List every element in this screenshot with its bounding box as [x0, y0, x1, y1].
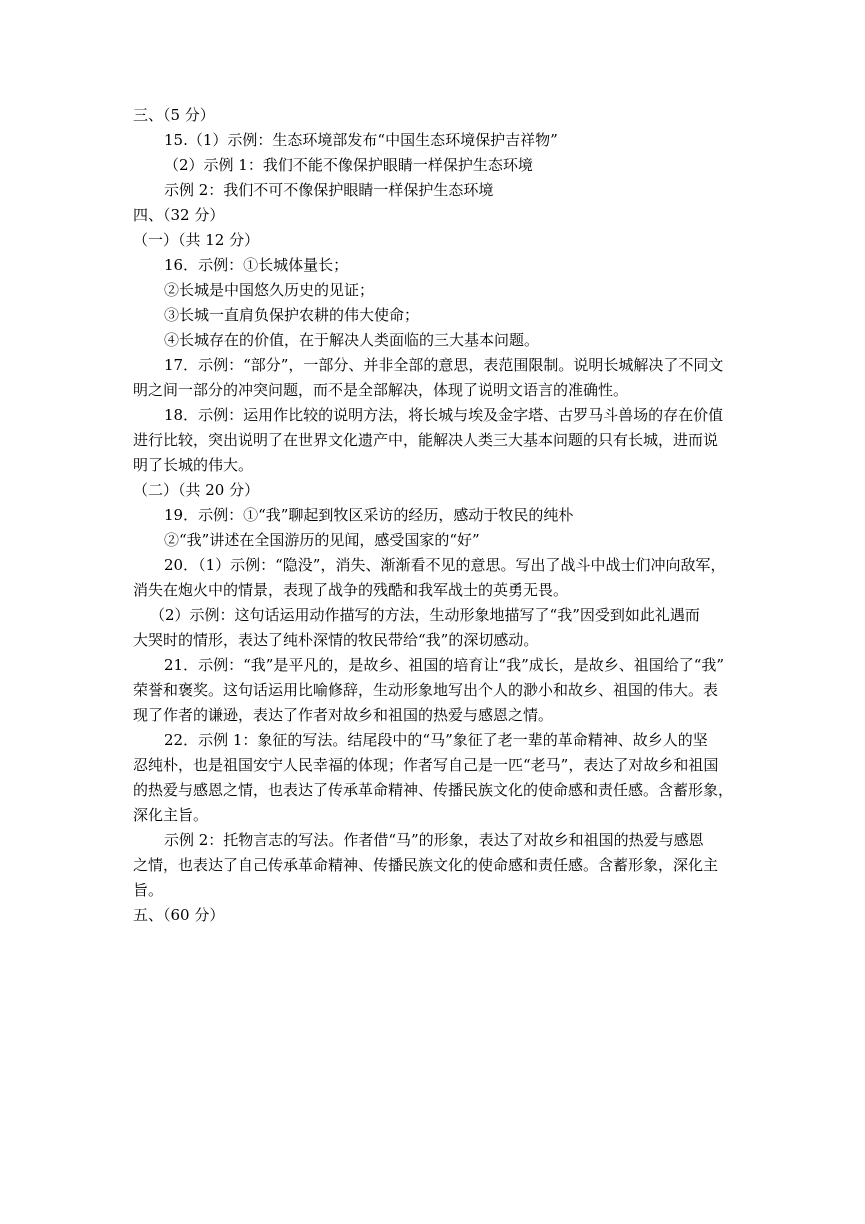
subsection-2-heading: （二）（共 20 分）: [133, 481, 260, 499]
section-3-heading: 三、（5 分）: [133, 106, 215, 124]
answer-20-part-2-line-1: （2）示例：这句话运用动作描写的方法，生动形象地描写了“我”因受到如此礼遇而: [150, 606, 700, 624]
answer-15-part-1: 15.（1）示例：生态环境部发布“中国生态环境保护吉祥物”: [164, 131, 558, 149]
answer-16-line-4: ④长城存在的价值，在于解决人类面临的三大基本问题。: [164, 331, 540, 349]
answer-19-line-1: 19．示例：①“我”聊起到牧区采访的经历，感动于牧民的纯朴: [164, 506, 574, 524]
section-5-heading: 五、（60 分）: [133, 906, 225, 924]
answer-20-part-2-line-2: 大哭时的情形，表达了纯朴深情的牧民带给“我”的深切感动。: [133, 631, 539, 649]
answer-19-line-2: ②“我”讲述在全国游历的见闻，感受国家的“好”: [164, 531, 480, 549]
answer-22-example-1-line-1: 22．示例 1：象征的写法。结尾段中的“马”象征了老一辈的革命精神、故乡人的坚: [164, 731, 708, 749]
answer-22-example-1-line-4: 深化主旨。: [133, 806, 209, 824]
answer-16-line-3: ③长城一直肩负保护农耕的伟大使命；: [164, 306, 420, 324]
answer-20-part-1-line-2: 消失在炮火中的情景，表现了战争的残酷和我军战士的英勇无畏。: [133, 581, 569, 599]
answer-21-line-1: 21．示例：“我”是平凡的，是故乡、祖国的培育让“我”成长，是故乡、祖国给了“我”: [164, 656, 725, 674]
answer-20-part-1-line-1: 20．（1）示例：“隐没”，消失、渐渐看不见的意思。写出了战斗中战士们冲向敌军，: [164, 556, 726, 574]
answer-16-line-1: 16．示例：①长城体量长；: [164, 256, 349, 274]
answer-22-example-2-line-3: 旨。: [133, 881, 164, 899]
subsection-1-heading: （一）（共 12 分）: [133, 231, 260, 249]
section-4-heading: 四、（32 分）: [133, 206, 225, 224]
answer-22-example-1-line-2: 忍纯朴，也是祖国安宁人民幸福的体现；作者写自己是一匹“老马”，表达了对故乡和祖国: [133, 756, 719, 774]
answer-17-line-1: 17．示例：“部分”，一部分、并非全部的意思，表范围限制。说明长城解决了不同文: [164, 356, 724, 374]
answer-21-line-2: 荣誉和褒奖。这句话运用比喻修辞，生动形象地写出个人的渺小和故乡、祖国的伟大。表: [133, 681, 719, 699]
answer-18-line-3: 明了长城的伟大。: [133, 456, 254, 474]
answer-16-line-2: ②长城是中国悠久历史的见证；: [164, 281, 375, 299]
answer-15-part-2-example-2: 示例 2：我们不可不像保护眼睛一样保护生态环境: [164, 181, 494, 199]
answer-21-line-3: 现了作者的谦逊，表达了作者对故乡和祖国的热爱与感恩之情。: [133, 706, 554, 724]
answer-22-example-2-line-1: 示例 2：托物言志的写法。作者借“马”的形象，表达了对故乡和祖国的热爱与感恩: [164, 831, 704, 849]
answer-22-example-2-line-2: 之情，也表达了自己传承革命精神、传播民族文化的使命感和责任感。含蓄形象，深化主: [133, 856, 719, 874]
answer-18-line-1: 18．示例：运用作比较的说明方法，将长城与埃及金字塔、古罗马斗兽场的存在价值: [164, 406, 724, 424]
answer-15-part-2-example-1: （2）示例 1：我们不能不像保护眼睛一样保护生态环境: [164, 156, 533, 174]
answer-18-line-2: 进行比较，突出说明了在世界文化遗产中，能解决人类三大基本问题的只有长城，进而说: [133, 431, 719, 449]
answer-22-example-1-line-3: 的热爱与感恩之情，也表达了传承革命精神、传播民族文化的使命感和责任感。含蓄形象，: [133, 781, 734, 799]
answer-17-line-2: 明之间一部分的冲突问题，而不是全部解决，体现了说明文语言的准确性。: [133, 381, 629, 399]
